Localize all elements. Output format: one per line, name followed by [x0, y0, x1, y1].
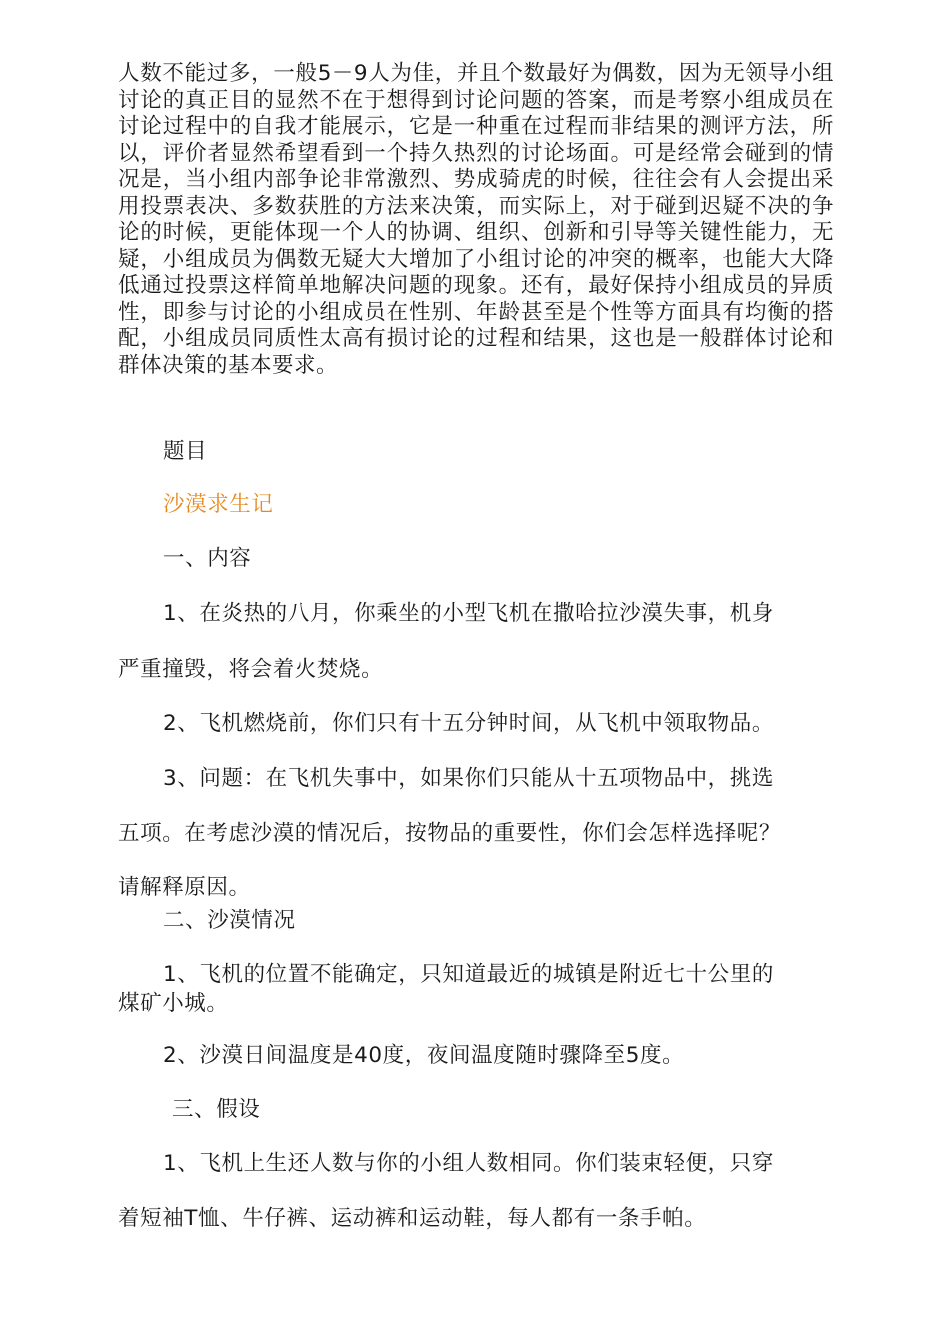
content-item1-line2: 严重撞毁，将会着火焚烧。 — [118, 657, 384, 682]
assumption-heading: 三、假设 — [172, 1097, 261, 1122]
section-label: 题目 — [163, 439, 208, 464]
content-item2: 2、飞机燃烧前，你们只有十五分钟时间，从飞机中领取物品。 — [163, 711, 774, 736]
content-heading: 一、内容 — [163, 546, 252, 571]
content-item3-line1: 3、问题：在飞机失事中，如果你们只能从十五项物品中，挑选 — [163, 766, 774, 791]
desert-item1-line1: 1、飞机的位置不能确定，只知道最近的城镇是附近七十公里的 — [163, 962, 774, 987]
content-item3-line2: 五项。在考虑沙漠的情况后，按物品的重要性，你们会怎样选择呢？ — [118, 821, 782, 846]
assumption-item1-line1: 1、飞机上生还人数与你的小组人数相同。你们装束轻便，只穿 — [163, 1151, 774, 1176]
desert-item1-line2: 煤矿小城。 — [118, 991, 229, 1016]
content-item1-line1: 1、在炎热的八月，你乘坐的小型飞机在撒哈拉沙漠失事，机身 — [163, 601, 774, 626]
desert-item2: 2、沙漠日间温度是40度，夜间温度随时骤降至5度。 — [163, 1043, 685, 1068]
content-item3-line3: 请解释原因。 — [118, 875, 251, 900]
assumption-item1-line2: 着短袖T恤、牛仔裤、运动裤和运动鞋，每人都有一条手帕。 — [118, 1206, 707, 1231]
intro-paragraph: 人数不能过多，一般5－9人为佳，并且个数最好为偶数，因为无领导小组讨论的真正目的显然不在于想得到讨论问题的答案，而是考察小组成员在讨论过程中的自我才能展示，它是一种重在过程而非结果的测评方法，所以，评价者显然希望看到一个持久热烈的讨论场面。可是经常会碰到的情况是，当小组内部争论非常激烈、势成骑虎的时候，往往会有人会提出采用投票表决、多数获胜的方法来决策，而实际上，对于碰到迟疑不决的争论的时候，更能体现一个人的协调、组织、创新和引导等关键性能力，无疑，小组成员为偶数无疑大大增加了小组讨论的冲突的概率，也能大大降低通过投票这样简单地解决问题的现象。还有，最好保持小组成员的异质性，即参与讨论的小组成员在性别、年龄甚至是个性等方面具有均衡的搭配，小组成员同质性太高有损讨论的过程和结果，这也是一般群体讨论和群体决策的基本要求。 — [118, 61, 834, 378]
desert-heading: 二、沙漠情况 — [163, 908, 296, 933]
document-title: 沙漠求生记 — [163, 492, 274, 517]
